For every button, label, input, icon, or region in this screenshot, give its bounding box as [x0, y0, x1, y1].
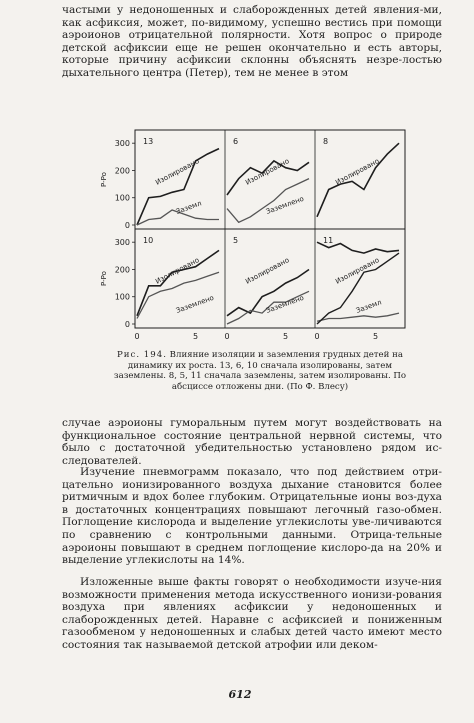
paragraph-2-text: Изучение пневмограмм показало, что под действием отри-цательно ионизированного воздуха дыхание становится более ритмичным и вдох более глубоким. Отрицательные ионы воз-духа в достаточных концентрациях повышают легочный газо-обмен. Поглощение кислорода и выделение углекислоты уве-личиваются по сравнению с контрольными данными. Отрица-тельные аэроионы повышают в среднем поглощение кислоро-да на 20% и выделение углекислоты на 14%.: [62, 466, 442, 567]
paragraph-3-text: Изложенные выше факты говорят о необходимости изуче-ния возможности применения метода искусственного ионизи-рования воздуха при явлениях асфиксии у недоношенных и слаборожденных детей. Наравне с асфиксией и пониженным газообменом у недоношенных и слабых детей часто имеют место состояния так называемой детской атрофии или деком-: [62, 576, 442, 651]
paragraph-3: [62, 576, 442, 652]
x-tick-label: 5: [283, 332, 289, 341]
paragraph-2: [62, 466, 442, 567]
y-axis-label: P-Po: [100, 271, 108, 286]
label-isolated: Изолировано: [244, 256, 291, 286]
label-isolated: Изолировано: [334, 157, 381, 187]
panel-number: 10: [143, 236, 154, 245]
panel-number: 6: [233, 137, 239, 146]
figure-194: [95, 120, 410, 348]
panel-number: 8: [323, 137, 329, 146]
figure-caption: [110, 350, 410, 392]
caption-label: Рис. 194.: [117, 350, 167, 360]
y-tick-label: 100: [114, 193, 130, 203]
page-number: 612: [228, 688, 252, 701]
panel-number: 13: [143, 137, 154, 146]
y-tick-label: 0: [124, 221, 130, 230]
label-isolated: Изолировано: [154, 157, 201, 187]
series-line: [317, 143, 399, 217]
caption-text: Влияние изоляции и заземления грудных детей на динамику их роста. 13, 6, 10 сначала изолированы, затем заземлены. 8, 5, 11 сначала заземлены, затем изолированы. По абсциссе отложены дни. (По Ф. Влесу): [113, 350, 407, 392]
y-tick-label: 300: [114, 238, 130, 248]
label-grounded: Заземлено: [174, 293, 216, 315]
y-tick-label: 200: [114, 166, 130, 176]
y-tick-label: 100: [114, 292, 130, 302]
label-grounded: Заземл: [174, 199, 203, 216]
y-tick-label: 0: [124, 320, 130, 329]
label-isolated: Изолировано: [154, 256, 201, 286]
paragraph-1: случае аэроионы гуморальным путем могут воздействовать на функциональное состояние центральной нервной системы, что было с достаточной убедительностью установлено рядом ис-следователей.: [62, 417, 442, 467]
panel-number: 11: [323, 236, 334, 245]
x-tick-label: 0: [224, 332, 230, 341]
y-tick-label: 200: [114, 265, 130, 275]
label-grounded: Заземлено: [264, 293, 306, 315]
x-tick-label: 0: [134, 332, 140, 341]
panel-number: 5: [233, 236, 239, 245]
growth-chart: [95, 120, 410, 348]
label-grounded: Заземлено: [264, 194, 306, 216]
x-tick-label: 0: [314, 332, 320, 341]
x-tick-label: 5: [373, 332, 379, 341]
y-tick-label: 300: [114, 139, 130, 149]
label-isolated: Изолировано: [334, 256, 381, 286]
label-grounded: Заземл: [354, 298, 383, 315]
label-isolated: Изолировано: [244, 157, 291, 187]
x-tick-label: 5: [193, 332, 199, 341]
paragraph-top: частыми у недоношенных и слаборожденных детей явления-ми, как асфиксия, может, по-видимому, успешно вестись при помощи аэроионов отрицательной полярности. Хотя вопрос о природе детской асфиксии еще не решен окончательно и есть авторы, которые причину асфиксии склонны объяснять незре-лостью дыхательного центра (Петер), тем не менее в этом: [62, 4, 442, 79]
y-axis-label: P-Po: [100, 172, 108, 187]
